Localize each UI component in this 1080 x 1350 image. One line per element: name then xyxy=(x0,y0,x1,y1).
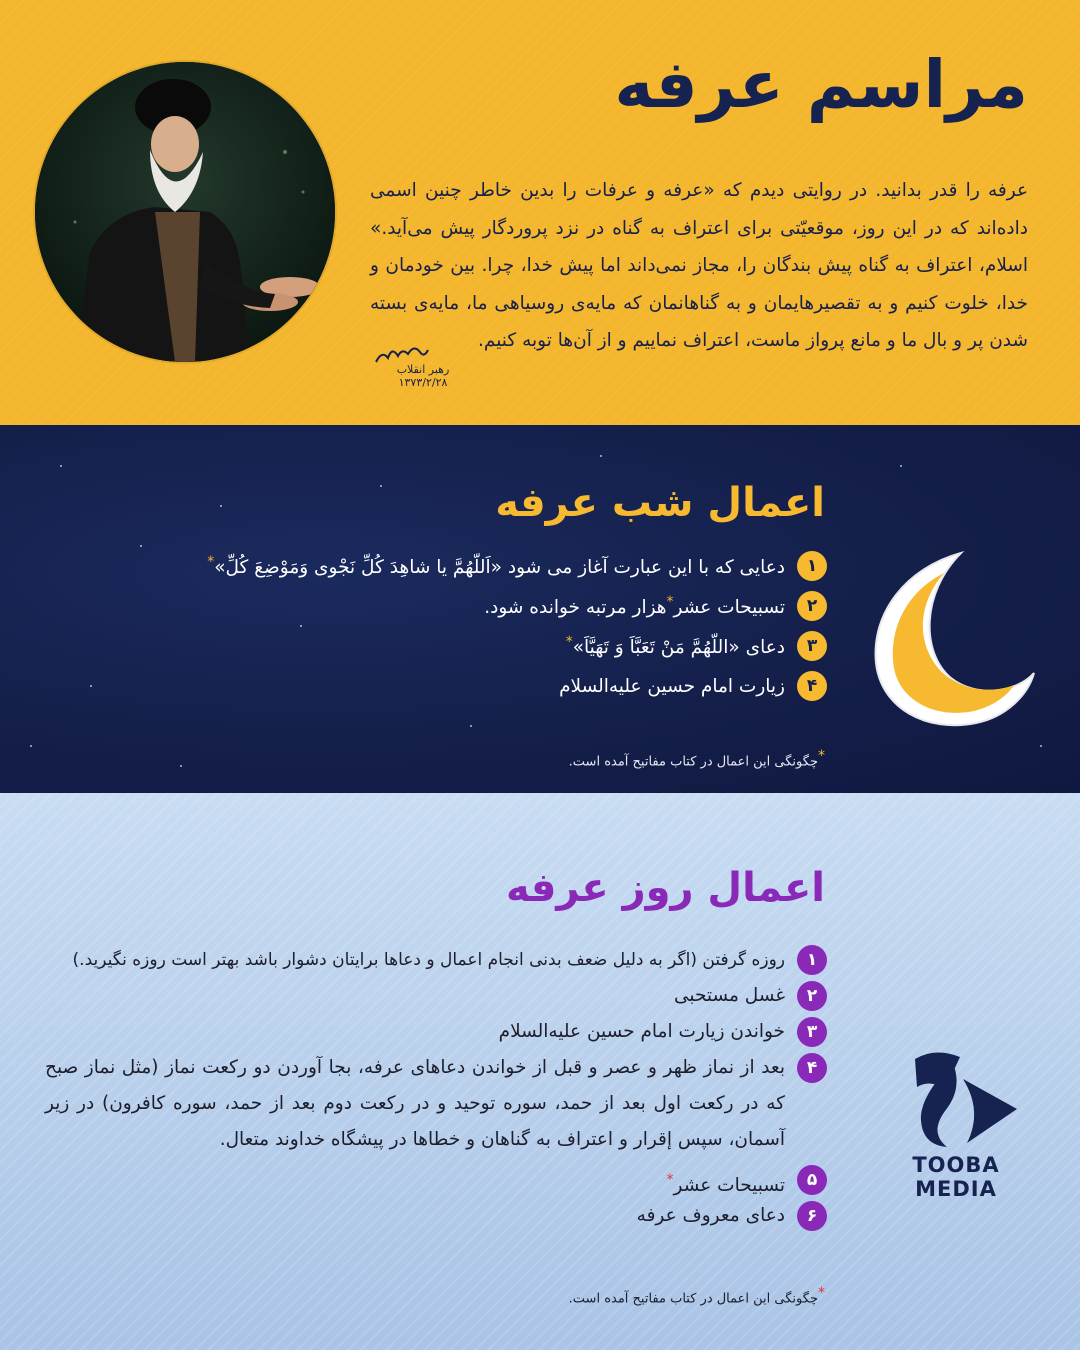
item-text: غسل مستحبی xyxy=(673,985,785,1006)
night-footnote: *چگونگی این اعمال در کتاب مفاتیح آمده است. xyxy=(568,748,825,770)
item-text: روزه گرفتن (اگر به دلیل ضعف بدنی انجام اعمال و دعاها برایتان دشوار باشد بهتر است روزه نگیرید.) xyxy=(72,950,785,970)
star-dot xyxy=(90,685,92,687)
leader-quote: عرفه را قدر بدانید. در روایتی دیدم که «عرفه و عرفات را بدین خاطر چنین اسمی داده‌اند که در این روز، موقعیّتی برای اعتراف به گناه در نزد پروردگار پیش می‌آید.» اسلام، اعتراف به گناه پیش بندگان را، مجاز نمی‌داند اما پیش خدا، چرا. بین خودمان و خدا، خلوت کنیم و به تقصیرهایمان و به گناهانمان که مایه‌ی روسیاهی ما، مایه‌ی بسته شدن پر و بال ما و مانع پرواز ماست، اعتراف نماییم و از آن‌ها توبه کنیم. xyxy=(370,180,1028,351)
item-number-badge: ۵ xyxy=(797,1165,827,1195)
item-number-badge: ۱ xyxy=(797,551,827,581)
tooba-media-logo-icon xyxy=(905,1049,1025,1149)
leader-portrait-image xyxy=(35,62,335,362)
crescent-moon-icon xyxy=(866,543,1036,733)
signature-caption xyxy=(388,363,458,389)
item-number-badge: ۲ xyxy=(797,591,827,621)
item-number-badge: ۱ xyxy=(797,945,827,975)
item-text: دعای معروف عرفه xyxy=(636,1205,785,1226)
star-dot xyxy=(60,465,62,467)
item-number-badge: ۶ xyxy=(797,1201,827,1231)
item-number-badge: ۳ xyxy=(797,631,827,661)
item-text: دعایی که با این عبارت آغاز می شود «اَللّهُمَّ یا شاهِدَ کُلِّ نَجْوی وَمَوْضِعَ کُلِّ»* xyxy=(207,553,785,579)
star-dot xyxy=(220,505,222,507)
item-text: زیارت امام حسین علیه‌السلام xyxy=(559,675,785,697)
night-list-item xyxy=(566,630,827,662)
star-dot xyxy=(470,725,472,727)
star-dot xyxy=(30,745,32,747)
item-text: خواندن زیارت امام حسین علیه‌السلام xyxy=(498,1021,785,1042)
day-list-item xyxy=(674,981,827,1014)
day-list-item xyxy=(45,1053,827,1158)
star-dot xyxy=(140,545,142,547)
day-list-item xyxy=(637,1201,827,1234)
night-section-title: اعمال شب عرفه xyxy=(495,480,825,526)
page-title: مراسم عرفه xyxy=(614,46,1028,123)
signature-title: رهبر انقلاب xyxy=(396,363,450,376)
item-number-badge: ۲ xyxy=(797,981,827,1011)
arafah-night-section xyxy=(0,425,1080,793)
item-text: تسبیحات عشر* xyxy=(666,1172,785,1197)
item-text: بعد از نماز ظهر و عصر و قبل از خواندن دعاهای عرفه، بجا آوردن دو رکعت نماز (مثل نماز صبح که در رکعت اول بعد از حمد، سوره توحید و در رکعت دوم بعد از حمد، سوره کافرون) در زیر آسمان، سپس إقرار و اعتراف به گناهان و خطاها در پیشگاه خداوند متعال. xyxy=(45,1057,785,1150)
day-list-item xyxy=(499,1017,827,1050)
night-list-item xyxy=(207,550,827,582)
star-dot xyxy=(1040,745,1042,747)
star-dot xyxy=(600,455,602,457)
item-number-badge: ۴ xyxy=(797,1053,827,1083)
intro-section xyxy=(0,0,1080,425)
arafah-day-section xyxy=(0,793,1080,1350)
night-list-item xyxy=(484,590,827,622)
day-section-title: اعمال روز عرفه xyxy=(505,865,825,911)
item-text: تسبیحات عشر*هزار مرتبه خوانده شود. xyxy=(484,593,785,619)
item-number-badge: ۴ xyxy=(797,671,827,701)
star-dot xyxy=(380,485,382,487)
day-footnote: *چگونگی این اعمال در کتاب مفاتیح آمده است. xyxy=(568,1285,825,1307)
brand-name: TOOBA MEDIA xyxy=(912,1153,1000,1201)
item-number-badge: ۳ xyxy=(797,1017,827,1047)
star-dot xyxy=(180,765,182,767)
star-dot xyxy=(300,625,302,627)
star-dot xyxy=(900,465,902,467)
night-list-item xyxy=(559,670,827,702)
item-text: دعای «اللّهُمَّ مَنْ تَعَبَّاَ وَ تَهَیَّاَ»* xyxy=(565,633,785,659)
signature-date: ۱۳۷۳/۲/۲۸ xyxy=(398,376,448,389)
day-list-item xyxy=(73,945,827,978)
